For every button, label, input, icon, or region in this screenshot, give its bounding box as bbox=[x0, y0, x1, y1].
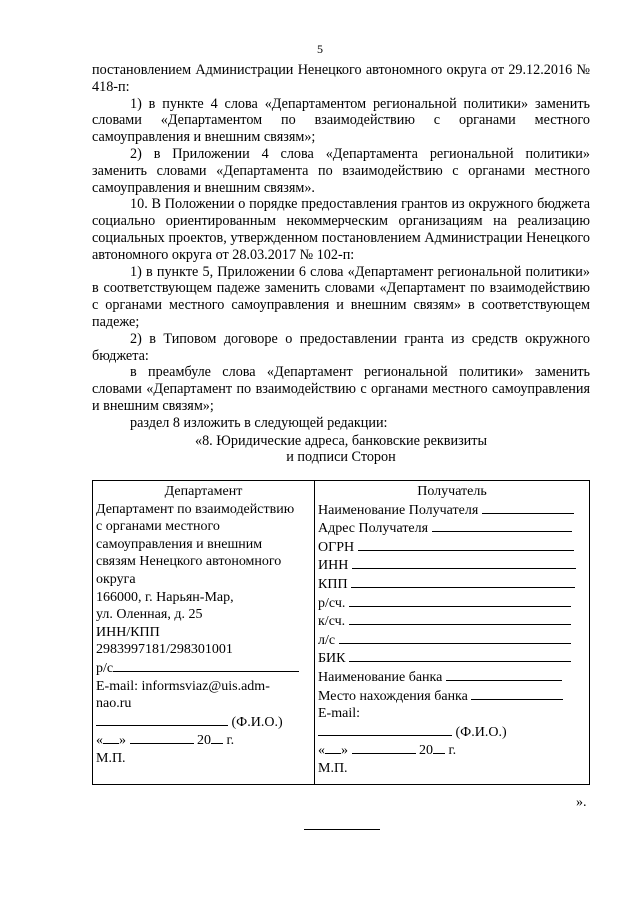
recipient-field-9-fill bbox=[446, 668, 562, 681]
recipient-date-open-quote: « bbox=[318, 743, 325, 759]
recipient-field-7-fill bbox=[339, 631, 571, 644]
recipient-date-year-prefix: 20 bbox=[419, 743, 433, 759]
recipient-field-8-fill bbox=[349, 649, 571, 662]
table-title bbox=[92, 433, 590, 467]
signature-fill-line bbox=[96, 713, 228, 726]
paragraph-3 bbox=[92, 196, 590, 263]
recipient-field-3-fill bbox=[352, 556, 576, 569]
paragraph-0 bbox=[92, 62, 590, 96]
recipient-date-day-fill bbox=[325, 741, 341, 754]
recipient-date-year-suffix: г. bbox=[448, 743, 457, 759]
recipient-field-4 bbox=[318, 575, 586, 594]
account-fill-line bbox=[113, 659, 299, 672]
recipient-field-3-label: ИНН bbox=[318, 558, 349, 574]
department-seal: М.П. bbox=[96, 750, 126, 766]
recipient-field-7 bbox=[318, 631, 586, 650]
recipient-field-2-label: ОГРН bbox=[318, 539, 355, 555]
recipient-field-10 bbox=[318, 687, 586, 706]
recipient-field-6-label: к/сч. bbox=[318, 614, 346, 630]
closing-quote-mark: ». bbox=[576, 795, 587, 810]
recipient-field-10-fill bbox=[471, 687, 563, 700]
recipient-signature-fill-line bbox=[318, 723, 452, 736]
recipient-field-7-label: л/с bbox=[318, 632, 336, 648]
date-close-quote: » bbox=[119, 733, 126, 749]
paragraph-7 bbox=[92, 415, 590, 432]
department-line-0: Департамент по взаимодействию bbox=[96, 501, 295, 517]
department-line-6: ул. Оленная, д. 25 bbox=[96, 607, 203, 623]
document-body bbox=[92, 62, 590, 466]
department-email-line-1: E-mail: informsviaz@uis.adm- bbox=[96, 678, 270, 694]
requisites-table bbox=[92, 480, 590, 785]
paragraph-4-text: 1) в пункте 5, Приложении 6 слова «Департамент региональной политики» в соответствующем падеже заменить словами «Департамент по взаимодействию с органами местного самоуправления и внешним связям» в соответствующем падеже; bbox=[92, 263, 590, 330]
department-line-4: округа bbox=[96, 571, 136, 587]
department-line-1: с органами местного bbox=[96, 519, 220, 535]
recipient-field-5 bbox=[318, 594, 586, 613]
recipient-field-5-label: р/сч. bbox=[318, 595, 346, 611]
recipient-email: E-mail: bbox=[318, 706, 360, 722]
recipient-date-close-quote: » bbox=[341, 743, 348, 759]
recipient-field-1-label: Адрес Получателя bbox=[318, 521, 429, 537]
department-line-3: связям Ненецкого автономного bbox=[96, 554, 282, 570]
recipient-date-year-fill bbox=[433, 741, 445, 754]
paragraph-5-text: 2) в Типовом договоре о предоставлении гранта из средств окружного бюджета: bbox=[92, 330, 590, 364]
paragraph-5 bbox=[92, 331, 590, 365]
account-label: р/с bbox=[96, 660, 114, 676]
date-year-prefix: 20 bbox=[197, 733, 211, 749]
department-line-5: 166000, г. Нарьян-Мар, bbox=[96, 589, 234, 605]
recipient-field-1 bbox=[318, 519, 586, 538]
page-number: 5 bbox=[317, 42, 323, 56]
recipient-field-0-label: Наименование Получателя bbox=[318, 502, 479, 518]
date-day-fill bbox=[103, 731, 119, 744]
date-open-quote: « bbox=[96, 733, 103, 749]
paragraph-3-text: 10. В Положении о порядке предоставления грантов из окружного бюджета социально ориентированным некоммерческим организациям на реализацию социальных проектов, утвержденном постановлением Администрации Ненецкого автономного округа от 28.03.2017 № 102-п: bbox=[92, 196, 590, 263]
paragraph-6-text: в преамбуле слова «Департамент региональной политики» заменить словами «Департамент по взаимодействию с органами местного самоуправления и внешним связям»; bbox=[92, 364, 590, 414]
department-account bbox=[96, 659, 311, 678]
recipient-field-4-fill bbox=[351, 575, 575, 588]
department-email-line-2: nao.ru bbox=[96, 696, 132, 712]
recipient-fio-label: (Ф.И.О.) bbox=[455, 724, 507, 740]
recipient-field-6-fill bbox=[349, 612, 571, 625]
recipient-field-5-fill bbox=[349, 594, 571, 607]
paragraph-4 bbox=[92, 264, 590, 331]
table-title-line-2: и подписи Сторон bbox=[286, 449, 396, 466]
requisites-row bbox=[93, 481, 590, 785]
date-year-fill bbox=[211, 731, 223, 744]
recipient-field-10-label: Место нахождения банка bbox=[318, 688, 468, 704]
recipient-date-month-fill bbox=[352, 741, 416, 754]
recipient-date bbox=[318, 741, 586, 760]
recipient-field-3 bbox=[318, 556, 586, 575]
department-cell bbox=[93, 481, 315, 785]
recipient-field-9 bbox=[318, 668, 586, 687]
department-line-7: ИНН/КПП bbox=[96, 624, 160, 640]
paragraph-2 bbox=[92, 146, 590, 196]
recipient-cell bbox=[315, 481, 590, 785]
department-fio-label: (Ф.И.О.) bbox=[231, 714, 283, 730]
date-month-fill bbox=[130, 731, 194, 744]
table-title-line-1: «8. Юридические адреса, банковские реквизиты bbox=[194, 432, 487, 449]
recipient-field-9-label: Наименование банка bbox=[318, 669, 443, 685]
date-year-suffix: г. bbox=[226, 733, 235, 749]
paragraph-0-text: постановлением Администрации Ненецкого автономного округа от 29.12.2016 № 418-п: bbox=[92, 62, 590, 95]
footer-divider bbox=[304, 829, 380, 830]
recipient-field-8-label: БИК bbox=[318, 651, 346, 667]
paragraph-7-text: раздел 8 изложить в следующей редакции: bbox=[130, 414, 388, 431]
paragraph-1-text: 1) в пункте 4 слова «Департаментом региональной политики» заменить словами «Департаментом по взаимодействию с органами местного самоуправления и внешним связям»; bbox=[92, 95, 590, 146]
department-signature bbox=[96, 713, 311, 732]
recipient-seal: М.П. bbox=[318, 760, 348, 776]
recipient-signature bbox=[318, 723, 586, 742]
recipient-heading: Получатель bbox=[417, 484, 487, 499]
recipient-field-4-label: КПП bbox=[318, 576, 348, 592]
department-date bbox=[96, 731, 311, 750]
paragraph-1 bbox=[92, 96, 590, 146]
department-line-2: самоуправления и внешним bbox=[96, 536, 263, 552]
paragraph-6 bbox=[92, 364, 590, 414]
recipient-field-1-fill bbox=[432, 519, 572, 532]
recipient-field-2 bbox=[318, 538, 586, 557]
recipient-field-6 bbox=[318, 612, 586, 631]
recipient-field-2-fill bbox=[358, 538, 574, 551]
recipient-field-0-fill bbox=[482, 501, 574, 514]
recipient-field-8 bbox=[318, 649, 586, 668]
department-heading: Департамент bbox=[164, 484, 243, 499]
recipient-field-0 bbox=[318, 501, 586, 520]
paragraph-2-text: 2) в Приложении 4 слова «Департамента региональной политики» заменить словами «Департамента по взаимодействию с органами местного самоуправления и внешним связям». bbox=[92, 145, 590, 196]
department-line-8: 2983997181/298301001 bbox=[96, 642, 233, 658]
